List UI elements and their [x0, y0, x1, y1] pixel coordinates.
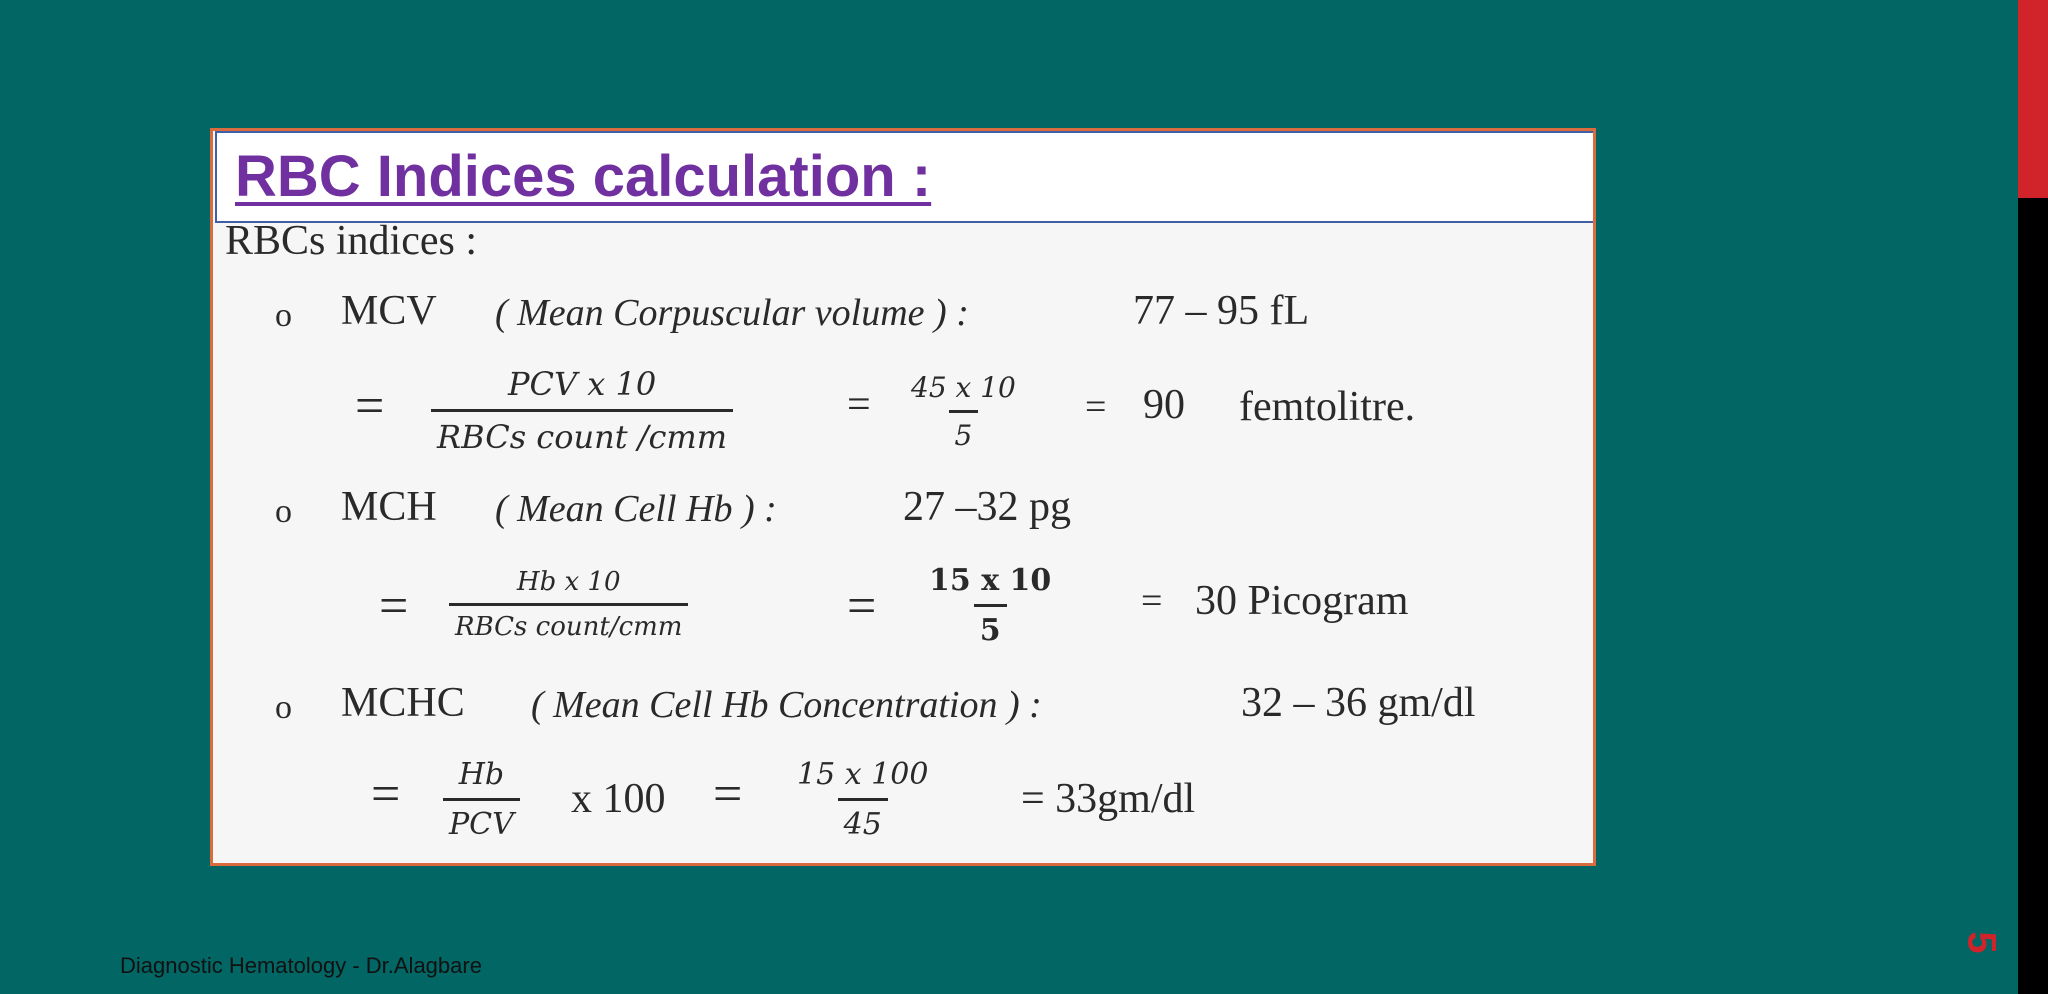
mch-range: 27 –32 pg — [903, 484, 1071, 530]
formula-image — [210, 128, 1596, 866]
mcv-fraction-2 — [905, 371, 1022, 452]
mcv-numerator-1: PCV x 10 — [507, 365, 657, 403]
mch-equals-2: = — [847, 578, 877, 635]
mchc-equals-2: = — [713, 766, 743, 823]
mchc-numerator-1: Hb — [458, 757, 505, 792]
title-box — [215, 131, 1595, 223]
mchc-equals-1: = — [371, 766, 401, 823]
mch-denominator-1: RBCs count/cmm — [449, 603, 688, 642]
mcv-range: 77 – 95 fL — [1133, 288, 1310, 334]
bullet-mch: o — [275, 493, 292, 530]
mchc-name: ( Mean Cell Hb Concentration ) : — [531, 684, 1042, 726]
mchc-range: 32 – 36 gm/dl — [1241, 680, 1476, 726]
mchc-denominator-2: 45 — [838, 798, 888, 842]
mcv-equals-3: = — [1085, 386, 1107, 428]
mchc-numerator-2: 15 x 100 — [797, 757, 929, 792]
mch-denominator-2: 5 — [974, 604, 1007, 648]
right-accent-bar-red — [2018, 0, 2048, 198]
indices-heading: RBCs indices : — [225, 218, 478, 264]
mch-name: ( Mean Cell Hb ) : — [495, 488, 777, 530]
mchc-result: = 33gm/dl — [1021, 776, 1196, 822]
bullet-mchc: o — [275, 689, 292, 726]
mch-fraction-2 — [923, 563, 1057, 648]
footer-text: Diagnostic Hematology - Dr.Alagbare — [120, 953, 482, 978]
mch-numerator-2: 15 x 10 — [929, 563, 1052, 598]
page-number: 5 — [1959, 931, 2004, 954]
mcv-name: ( Mean Corpuscular volume ) : — [495, 292, 969, 334]
mchc-fraction-1 — [443, 757, 520, 842]
mcv-numerator-2: 45 x 10 — [911, 371, 1016, 404]
mch-numerator-1: Hb x 10 — [516, 567, 621, 597]
bullet-mcv: o — [275, 297, 292, 334]
mch-abbr: MCH — [341, 484, 437, 530]
mchc-abbr: MCHC — [341, 680, 465, 726]
mch-fraction-1 — [449, 567, 688, 642]
mcv-denominator-2: 5 — [949, 410, 979, 452]
mcv-denominator-1: RBCs count /cmm — [431, 409, 733, 456]
mch-result: 30 Picogram — [1195, 578, 1409, 624]
mcv-abbr: MCV — [341, 288, 437, 334]
mcv-unit: femtolitre. — [1239, 384, 1416, 430]
right-accent-bar-black — [2018, 198, 2048, 994]
mchc-fraction-2 — [791, 757, 934, 842]
mcv-equals-1: = — [355, 378, 385, 435]
mcv-equals-2: = — [847, 382, 871, 428]
mcv-result: 90 — [1143, 382, 1185, 428]
mch-equals-1: = — [379, 578, 409, 635]
slide-title: RBC Indices calculation : — [235, 144, 932, 209]
mchc-denominator-1: PCV — [443, 798, 520, 842]
mcv-fraction-1 — [431, 365, 733, 456]
mch-equals-3: = — [1141, 580, 1163, 622]
mchc-times-100: x 100 — [571, 776, 666, 822]
